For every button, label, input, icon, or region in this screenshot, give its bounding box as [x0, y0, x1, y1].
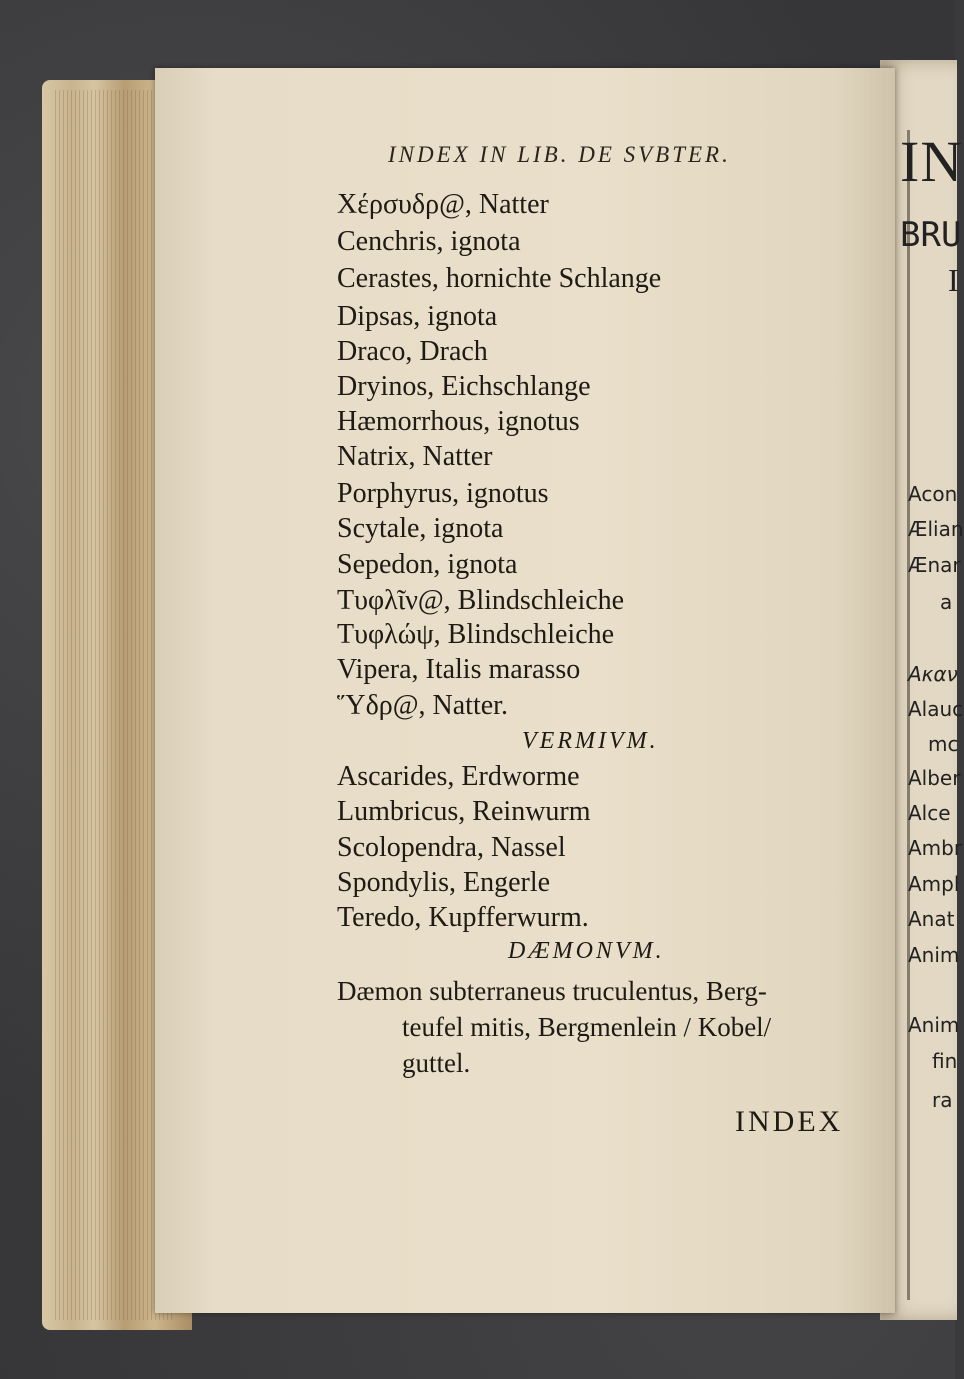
index-entry: Scolopendra, Nassel	[337, 832, 566, 863]
running-head: INDEX IN LIB. DE SVBTER.	[388, 142, 731, 167]
section-heading-daemonum: DÆMONVM.	[508, 938, 665, 964]
right-page-heading-3: I	[948, 262, 959, 298]
right-page-entry: Alber	[908, 766, 961, 790]
index-entry: Τυφλώψ, Blindschleiche	[337, 619, 615, 650]
index-entry: Draco, Drach	[337, 336, 488, 367]
right-page-subheading: BRU	[900, 215, 962, 255]
right-page-entry: Anim	[908, 1013, 960, 1037]
right-page-entry: Ακαν	[908, 662, 958, 686]
right-page-entry: Ambr	[908, 836, 963, 860]
index-entry: Sepedon, ignota	[337, 549, 518, 580]
right-page-entry: a	[940, 590, 953, 614]
right-page-entry: Ampl	[908, 872, 960, 896]
right-page-heading: IN	[900, 129, 964, 194]
index-entry: Natrix, Natter	[337, 441, 493, 472]
index-entry: Dryinos, Eichschlange	[337, 371, 591, 402]
right-page-entry: Acon	[908, 482, 958, 506]
index-entry: Vipera, Italis marasso	[337, 654, 581, 685]
section-heading-vermium: VERMIVM.	[522, 728, 659, 754]
right-page-entry: mc	[928, 732, 959, 756]
index-entry: Τυφλῖν@, Blindschleiche	[337, 585, 625, 616]
index-entry: Χέρσυδρ@, Natter	[337, 189, 549, 220]
right-page-entry: fin	[932, 1049, 958, 1073]
right-page-entry: Alauc	[908, 697, 964, 721]
index-entry: guttel.	[402, 1048, 471, 1078]
index-entry: Teredo, Kupfferwurm.	[337, 902, 589, 933]
index-entry: Porphyrus, ignotus	[337, 478, 549, 509]
index-entry: Hæmorrhous, ignotus	[337, 406, 580, 437]
index-entry: Scytale, ignota	[337, 513, 504, 544]
right-page-entry: Alce	[908, 801, 951, 825]
right-page-entry: Ænar	[908, 553, 961, 577]
index-entry: Dæmon subterraneus truculentus, Berg-	[337, 976, 767, 1006]
index-entry: Lumbricus, Reinwurm	[337, 796, 591, 827]
right-page-entry: Anim	[908, 943, 960, 967]
right-page-entry: ra	[932, 1088, 953, 1112]
index-entry: Ascarides, Erdworme	[337, 761, 580, 792]
index-entry: Dipsas, ignota	[337, 301, 498, 332]
index-entry: teufel mitis, Bergmenlein / Kobel/	[402, 1012, 772, 1042]
catchword: INDEX	[735, 1105, 844, 1138]
index-entry: Cenchris, ignota	[337, 226, 521, 257]
index-entry: Spondylis, Engerle	[337, 867, 551, 898]
index-entry: Ὕδρ@, Natter.	[337, 690, 508, 721]
index-entry: Cerastes, hornichte Schlange	[337, 263, 662, 294]
right-page-entry: Anat	[908, 907, 955, 931]
right-page-entry: Ælian	[908, 517, 964, 541]
